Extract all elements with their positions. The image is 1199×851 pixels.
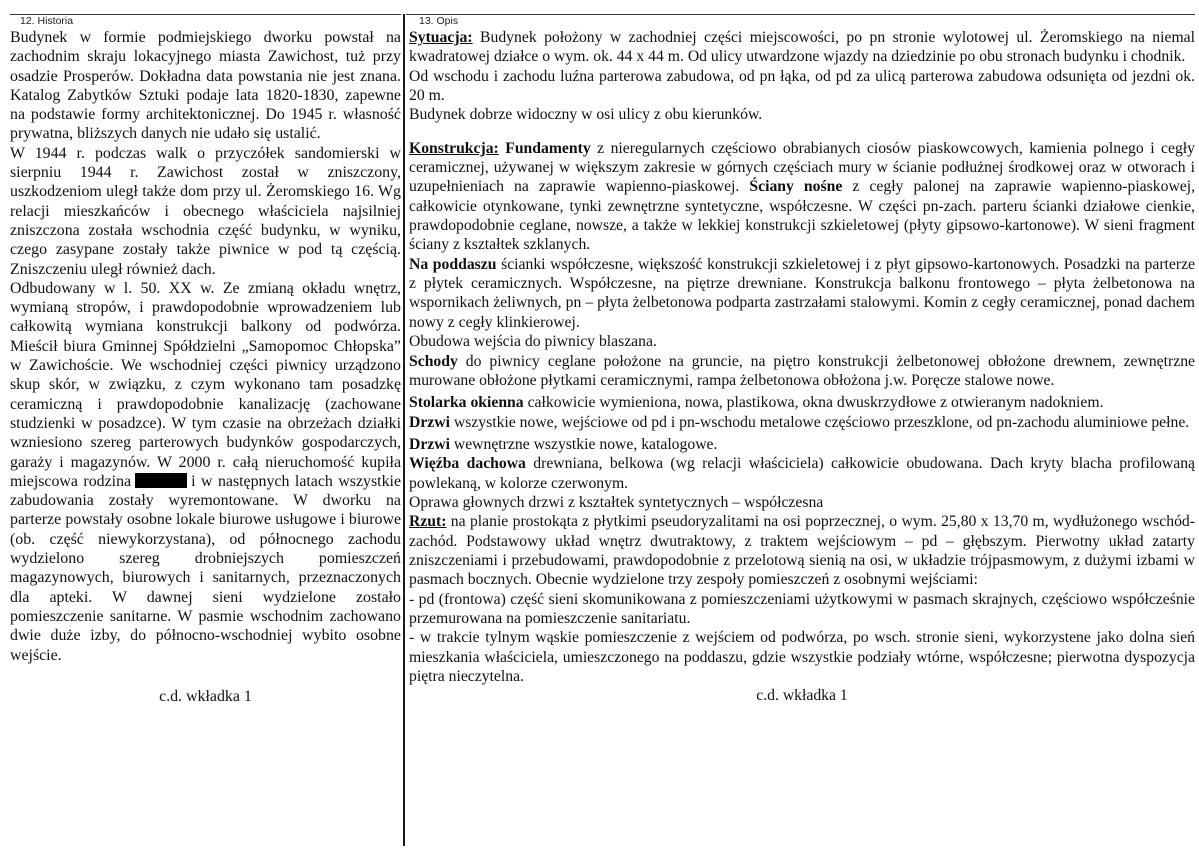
konstrukcja-label: Konstrukcja: [409, 139, 499, 157]
column-divider [403, 14, 405, 846]
poddasze-paragraph [409, 255, 1195, 332]
sytuacja-paragraph-2: Od wschodu i zachodu luźna parterowa zabudowa, od pn łąka, od pd za ulicą parterowa zabudowa odsunięta od jezdni ok. 20 m. [409, 67, 1195, 105]
drzwi-label-2: Drzwi [409, 435, 450, 453]
rzut-text: na planie prostokąta z płytkimi pseudoryzalitami na osi poprzecznej, o wym. 25,80 x 13,70 m, wydłużonego wschód-zachód. Podstawowy układ wnętrz dwutraktowy, z traktem wejściowym – pd – głębszym. Pierwotny układ zatarty zniszczeniami i przebudowami, prawdopodobnie z przelotową sienią na osi, w układzie trójpasmowym, z dużymi izbami w pasmach bocznych. Obecnie wydzielone trzy zespoły pomieszczeń z osobnymi wejściami: [409, 513, 1195, 589]
opis-column [409, 14, 1195, 706]
historia-column [10, 14, 401, 706]
historia-header: 12. Historia [20, 15, 74, 27]
stolarka-label: Stolarka okienna [409, 394, 524, 412]
sytuacja-paragraph-3: Budynek dobrze widoczny w osi ulicy z obu kierunków. [409, 106, 763, 124]
schody-label: Schody [409, 352, 458, 370]
rzut-list-item-1: - pd (frontowa) część sieni skomunikowana z pomieszczeniami użytkowymi w pasmach skrajnych, częściowo współcześnie przemurowana na pomieszczenie sanitariatu. [409, 590, 1195, 627]
sciany-label: Ściany nośne [749, 178, 843, 196]
historia-paragraph-1: Budynek w formie podmiejskiego dworku powstał na zachodnim skraju lokacyjnego miasta Zawichost, tuż przy osadzie Prosperów. Dokładna data powstania nie jest znana. Katalog Zabytków Sztuki podaje lata 1820-1830, zapewne na podstawie formy architektonicznej. Do 1945 r. własność prywatna, bliższych danych nie udało się ustalić. [10, 29, 401, 143]
poddasze-label: Na poddaszu [409, 255, 497, 273]
stolarka-text: całkowicie wymieniona, nowa, plastikowa, okna dwuskrzydłowe z otwieranym nadokniem. [523, 394, 1104, 412]
wiezba-paragraph [409, 454, 1195, 493]
obudowa-paragraph: Obudowa wejścia do piwnicy blaszana. [409, 333, 657, 351]
konstrukcja-text-2: z cegły palonej na zaprawie wapienno-piaskowej, całkowicie otynkowane, tynki zewnętrzne syntetyczne, współczesne. W części pn-zach. parteru ścianki działowe cienkie, prawdopodobnie ceglane, nowsze, a także w lekkiej konstrukcji szkieletowej (płyty gipsowo-kartonowe). W sieni fragment ściany z kształtek szklanych. [409, 178, 1196, 254]
sytuacja-paragraph [409, 28, 1195, 67]
opis-header: 13. Opis [419, 15, 459, 27]
stolarka-paragraph [409, 393, 1195, 412]
schody-text: do piwnicy ceglane położone na gruncie, na piętro konstrukcji żelbetonowej obłożone drewnem, zewnętrzne murowane obłożone płytkami ceramicznymi, rampa żelbetonowa obłożona j.w. Poręcze stalowe nowe. [409, 352, 1195, 389]
sytuacja-text: Budynek położony w zachodniej części miejscowości, po pn stronie wylotowej ul. Żeromskiego na niemal kwadratowej działce o wym. ok. 44 x 44 m. Od ulicy utwardzone wjazdy na dziedzinie po obu stronach budynku i chodnik. [409, 29, 1195, 66]
rzut-label: Rzut: [409, 513, 447, 531]
poddasze-text: ścianki współczesne, większość konstrukcji szkieletowej i z płyt gipsowo-kartonowych. Posadzki na parterze z płytek ceramicznych. Współczesne, na piętrze drewniane. Konstrukcja balkonu frontowego – płyta żelbetonowa na wspornikach żeliwnych, pn – płyta żelbetonowa podparta zastrzałami stalowymi. Komin z cegły ceramicznej, ponad dachem nowy z cegły klinkierowej. [409, 255, 1196, 331]
konstrukcja-text-1: z nieregularnych częściowo obrabianych ciosów piaskowcowych, kamienia polnego i cegły ceramicznej, używanej w większym zakresie w górnych częściach mury w ścianie podłużnej środkowej oraz w otworach i uzupełnieniach na zaprawie wapienno-piaskowej. [409, 139, 1195, 196]
rzut-paragraph [409, 512, 1195, 589]
drzwi-text-2: wewnętrzne wszystkie nowe, katalogowe. [449, 435, 718, 453]
redacted-name-block [135, 473, 187, 488]
oprawa-paragraph: Oprawa głownych drzwi z kształtek syntetycznych – współczesna [409, 493, 824, 511]
wiezba-label: Więźba dachowa [409, 455, 526, 473]
konstrukcja-paragraph [409, 139, 1195, 255]
opis-continued-note: c.d. wkładka 1 [756, 687, 848, 705]
drzwi-paragraph-2 [409, 435, 1195, 454]
drzwi-paragraph-1 [409, 413, 1195, 432]
schody-paragraph [409, 352, 1195, 391]
fundamenty-label: Fundamenty [505, 139, 591, 157]
historia-continued-note: c.d. wkładka 1 [159, 687, 252, 705]
historia-paragraph-2: W 1944 r. podczas walk o przyczółek sandomierski w sierpniu 1944 r. Zawichost został w zniszczony, uszkodzeniom uległ także dom przy ul. Żeromskiego 16. Wg relacji mieszkańców i obecnego właściciela najsilniej zniszczona została wschodnia część budynku, w wyniku, czego zasypane zostały także piwnice w pod tą częścią. Zniszczeniu uległ również dach. [10, 144, 401, 278]
historia-paragraph-3-part-2: i w następnych latach wszystkie zabudowania zostały wyremontowane. W dworku na parterze powstały osobne lokale biurowe usługowe i biurowe (ob. część niewykorzystana), od północnego zachodu wydzielono szereg drobniejszych pomieszczeń magazynowych, biurowych i sanitarnych, przeznaczonych dla apteki. W dawnej sieni wydzielone zostało pomieszczenie sanitarne. W pasmie wschodnim zachowano dwie duże izby, do północno-wschodniej wybito osobne wejście. [10, 472, 402, 664]
drzwi-text-1: wszystkie nowe, wejściowe od pd i pn-wschodu metalowe częściowo przeszklone, od pn-zachodu aluminiowe pełne. [449, 413, 1190, 431]
wiezba-text: drewniana, belkowa (wg relacji właściciela) całkowicie obudowana. Dach kryty blacha profilowaną powlekaną, w kolorze czerwonym. [409, 455, 1196, 492]
sytuacja-label: Sytuacja: [409, 29, 473, 46]
historia-paragraph-3-part-1: Odbudowany w l. 50. XX w. Ze zmianą okładu wnętrz, wymianą stropów, i prawdopodobnie wprowadzeniem lub całkowitą wymiana konstrukcji balkony od podwórza. Mieścił biura Gminnej Spółdzielni „Samopomoc Chłopska” w Zawichoście. We wschodniej części piwnicy urządzono skup skór, w związku, z czym wykonano tam posadzkę ceramiczną i prawdopodobnie kanalizację (zachowane studzienki w posadzce). W tym czasie na obrzeżach działki wzniesiono szereg parterowych budynków gospodarczych, garaży i magazynów. W 2000 r. całą nieruchomość kupiła miejscowa rodzina [10, 279, 401, 490]
drzwi-label-1: Drzwi [409, 413, 450, 431]
rzut-list-item-2: - w trakcie tylnym wąskie pomieszczenie z wejściem od podwórza, po wsch. stronie sieni, wykorzystene jako dolna sień mieszkania właściciela, umieszczonego na poddaszu, gdzie wszystkie podziały wtórne, współczesne; pierwotna dyspozycja piętra nieczytelna. [409, 629, 1195, 685]
section-gap [409, 125, 1195, 139]
historia-paragraph-3 [10, 279, 401, 665]
